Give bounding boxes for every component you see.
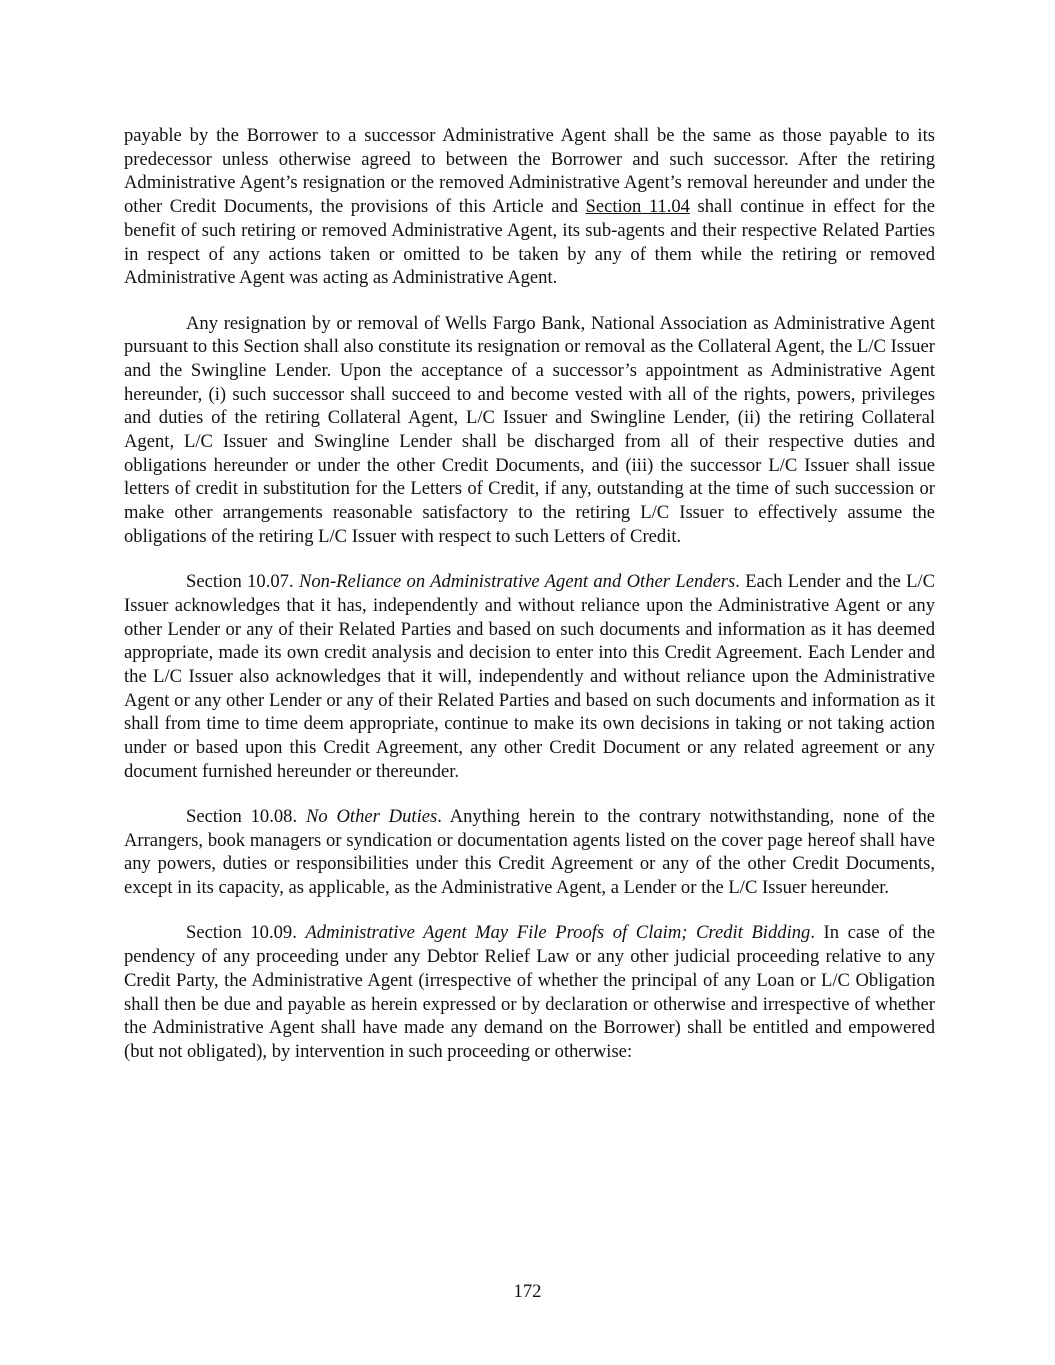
document-page — [124, 124, 935, 1085]
section-title: No Other Duties — [305, 806, 438, 828]
section-title: Administrative Agent May File Proofs of Claim; Credit Bidding — [305, 922, 811, 944]
paragraph-text: shall continue in effect for the benefit of such retiring or removed Administrative Agent, its sub-agents and their respective Related Parties in respect of any actions taken or omitted to be taken by any of them while the retiring or removed Administrative Agent was acting as Administrative Agent. — [124, 196, 935, 289]
section-number: Section 10.07. — [186, 571, 299, 593]
section-number: Section 10.08. — [186, 806, 306, 828]
paragraph-text: Any resignation by or removal of Wells Fargo Bank, National Association as Administrative Agent pursuant to this Section shall also constitute its resignation or removal as the Collateral Agent, the L/C Issuer and the Swingline Lender. Upon the acceptance of a successor’s appointment as Administrative Agent hereunder, (i) such successor shall succeed to and become vested with all of the rights, powers, privileges and duties of the retiring Collateral Agent, L/C Issuer and Swingline Lender, (ii) the retiring Collateral Agent, L/C Issuer and Swingline Lender shall be discharged from all of their respective duties and obligations hereunder or under the other Credit Documents, and (iii) the successor L/C Issuer shall issue letters of credit in substitution for the Letters of Credit, if any, outstanding at the time of such succession or make other arrangements reasonable satisfactory to the retiring L/C Issuer to effectively assume the obligations of the retiring L/C Issuer with respect to such Letters of Credit. — [124, 312, 935, 547]
section-reference-link: Section 11.04 — [585, 196, 690, 218]
section-body: . In case of the pendency of any proceeding under any Debtor Relief Law or any other judicial proceeding relative to any Credit Party, the Administrative Agent (irrespective of whether the principal of any Loan or L/C Obligation shall then be due and payable as herein expressed or by declaration or otherwise and irrespective of whether the Administrative Agent shall have made any demand on the Borrower) shall be entitled and empowered (but not obligated), by intervention in such proceeding or otherwise: — [124, 922, 935, 1062]
section-title: Non-Reliance on Administrative Agent and Other Lenders — [298, 571, 736, 593]
section-10-09 — [124, 921, 935, 1063]
section-10-07 — [124, 570, 935, 783]
section-body: . Anything herein to the contrary notwithstanding, none of the Arrangers, book managers or syndication or documentation agents listed on the cover page hereof shall have any powers, duties or responsibilities under this Credit Agreement or any of the other Credit Documents, except in its capacity, as applicable, as the Administrative Agent, a Lender or the L/C Issuer hereunder. — [124, 806, 936, 899]
page-number: 172 — [513, 1281, 542, 1302]
paragraph-text: payable by the Borrower to a successor Administrative Agent shall be the same as those payable to its predecessor unless otherwise agreed to between the Borrower and such successor. After the retiring Administrative Agent’s resignation or the removed Administrative Agent’s removal hereunder and under the other Credit Documents, the provisions of this Article and — [124, 125, 935, 218]
section-number: Section 10.09. — [186, 922, 306, 944]
paragraph-resignation — [124, 312, 935, 549]
section-body: . Each Lender and the L/C Issuer acknowledges that it has, independently and without reliance upon the Administrative Agent or any other Lender or any of their Related Parties and based on such documents and information as it has deemed appropriate, made its own credit analysis and decision to enter into this Credit Agreement. Each Lender and the L/C Issuer also acknowledges that it will, independently and without reliance upon the Administrative Agent or any other Lender or any of their Related Parties and based on such documents and information as it shall from time to time deem appropriate, continue to make its own decisions in taking or not taking action under or based upon this Credit Agreement, any other Credit Document or any related agreement or any document furnished hereunder or thereunder. — [124, 571, 935, 782]
paragraph-successor-agent — [124, 124, 935, 290]
section-10-08 — [124, 805, 935, 900]
